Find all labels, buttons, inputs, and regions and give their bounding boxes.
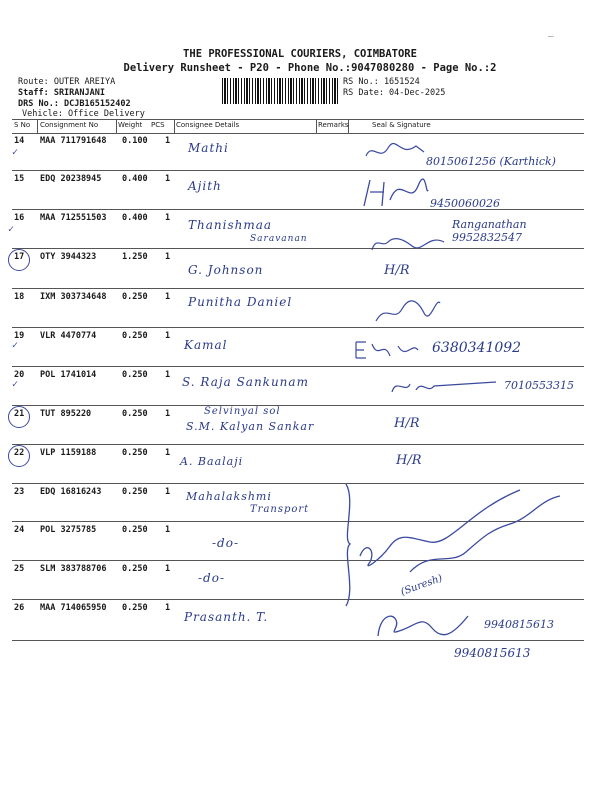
runsheet-subtitle: Delivery Runsheet - P20 - Phone No.:9047080280 - Page No.:2 [123,62,497,74]
row-weight: 0.400 [122,174,148,184]
row-sno: 19 [14,331,25,341]
row-signature: Ranganathan 9952832547 [452,218,527,244]
row-sno: 24 [14,525,25,535]
signature-scribble [360,172,430,210]
row-signature: H/R [384,263,410,278]
row-weight: 0.250 [122,331,148,341]
row-signature: (Suresh) [399,572,444,599]
table-row [0,328,600,366]
row-consignment: VLP 1159188 [40,448,97,458]
row-consignee: G. Johnson [188,263,264,277]
row-consignee: Ajith [188,179,222,193]
tick-mark: ✓ [12,340,19,351]
row-signature: 9940815613 [484,618,554,631]
row-weight: 0.250 [122,409,148,419]
corner-mark: — [548,32,554,42]
row-pcs: 1 [165,174,171,184]
row-pcs: 1 [165,448,171,458]
row-sno: 22 [14,448,25,458]
route-label: Route: OUTER AREIYA [18,77,116,87]
col-pcs: PCS [151,121,165,129]
row-pcs: 1 [165,525,171,535]
signature-scribble [360,136,430,170]
row-sno: 18 [14,292,25,302]
signature-scribble [372,606,484,646]
col-remarks: Remarks [318,121,349,129]
row-consignee-2: S.M. Kalyan Sankar [186,420,315,433]
row-signature: H/R [394,416,420,431]
table-row [0,133,600,171]
row-consignee-2: Saravanan [250,234,308,244]
row-consignment: TUT 895220 [40,409,92,419]
row-pcs: 1 [165,564,171,574]
row-consignment: SLM 383788706 [40,564,107,574]
table-row [0,249,600,287]
row-consignment: MAA 712551503 [40,213,107,223]
row-weight: 0.250 [122,525,148,535]
col-consignment: Consignment No [40,121,99,129]
rs-date: RS Date: 04-Dec-2025 [343,88,446,98]
row-consignee: -do- [198,571,226,585]
col-seal: Seal & Signature [372,121,431,129]
vehicle-label: Vehicle: Office Delivery [22,109,145,119]
row-consignment: POL 3275785 [40,525,97,535]
row-consignee: Mahalakshmi [186,490,272,503]
row-weight: 0.250 [122,603,148,613]
signature-scribble [368,228,448,256]
row-consignee-2: Transport [250,504,310,515]
row-weight: 0.250 [122,564,148,574]
row-pcs: 1 [165,213,171,223]
row-weight: 0.400 [122,213,148,223]
row-consignment: MAA 711791648 [40,136,107,146]
table-row [0,367,600,405]
row-consignee: -do- [212,536,240,550]
row-sno: 25 [14,564,25,574]
row-weight: 0.250 [122,292,148,302]
row-sno: 16 [14,213,25,223]
signature-scribble [372,293,442,327]
row-weight: 0.250 [122,448,148,458]
row-sno: 14 [14,136,25,146]
row-signature-2: 9940815613 [454,646,531,660]
row-signature: 7010553315 [504,379,574,392]
row-consignment: EDQ 16816243 [40,487,102,497]
row-consignment: EDQ 20238945 [40,174,102,184]
row-sno: 15 [14,174,25,184]
signature-scribble [352,336,436,364]
row-signature: 6380341092 [432,340,522,356]
tick-mark: ✓ [12,147,19,158]
row-sno: 17 [14,252,25,262]
col-sno: S No [14,121,31,129]
row-pcs: 1 [165,292,171,302]
table-row [0,289,600,327]
row-pcs: 1 [165,136,171,146]
row-consignee: Prasanth. T. [184,610,269,624]
barcode [222,78,340,104]
row-consignee: Thanishmaa [188,218,273,232]
row-consignment: VLR 4470774 [40,331,97,341]
table-row [0,210,600,248]
tick-mark: ✓ [8,224,15,235]
row-consignment: OTY 3944323 [40,252,97,262]
row-weight: 0.100 [122,136,148,146]
row-sno: 20 [14,370,25,380]
row-signature: 8015061256 (Karthick) [426,155,556,168]
col-weight: Weight [118,121,143,129]
row-sno: 23 [14,487,25,497]
row-pcs: 1 [165,370,171,380]
row-consignment: MAA 714065950 [40,603,107,613]
signature-scribble [340,480,590,610]
drs-label: DRS No.: DCJB165152402 [18,99,131,109]
staff-label: Staff: SRIRANJANI [18,88,105,98]
row-pcs: 1 [165,603,171,613]
row-pcs: 1 [165,487,171,497]
table-row [0,171,600,209]
tick-mark: ✓ [12,379,19,390]
row-pcs: 1 [165,331,171,341]
row-weight: 0.250 [122,370,148,380]
row-consignee: Selvinyal sol [204,406,281,417]
rs-number: RS No.: 1651524 [343,77,420,87]
row-weight: 0.250 [122,487,148,497]
row-signature: H/R [396,453,422,468]
table-row [0,406,600,444]
col-consignee: Consignee Details [176,121,240,129]
signature-scribble [388,374,498,398]
row-consignee: S. Raja Sankunam [182,375,309,389]
row-consignee: A. Baalaji [180,455,244,468]
row-sno: 26 [14,603,25,613]
row-sno: 21 [14,409,25,419]
row-consignee: Mathi [188,141,229,155]
row-consignee: Punitha Daniel [188,295,293,309]
company-title: THE PROFESSIONAL COURIERS, COIMBATORE [183,48,417,60]
row-pcs: 1 [165,252,171,262]
row-consignment: POL 1741014 [40,370,97,380]
row-consignment: IXM 303734648 [40,292,107,302]
row-pcs: 1 [165,409,171,419]
row-signature: 9450060026 [430,197,500,210]
row-consignee: Kamal [184,338,228,352]
row-weight: 1.250 [122,252,148,262]
table-row [0,445,600,483]
